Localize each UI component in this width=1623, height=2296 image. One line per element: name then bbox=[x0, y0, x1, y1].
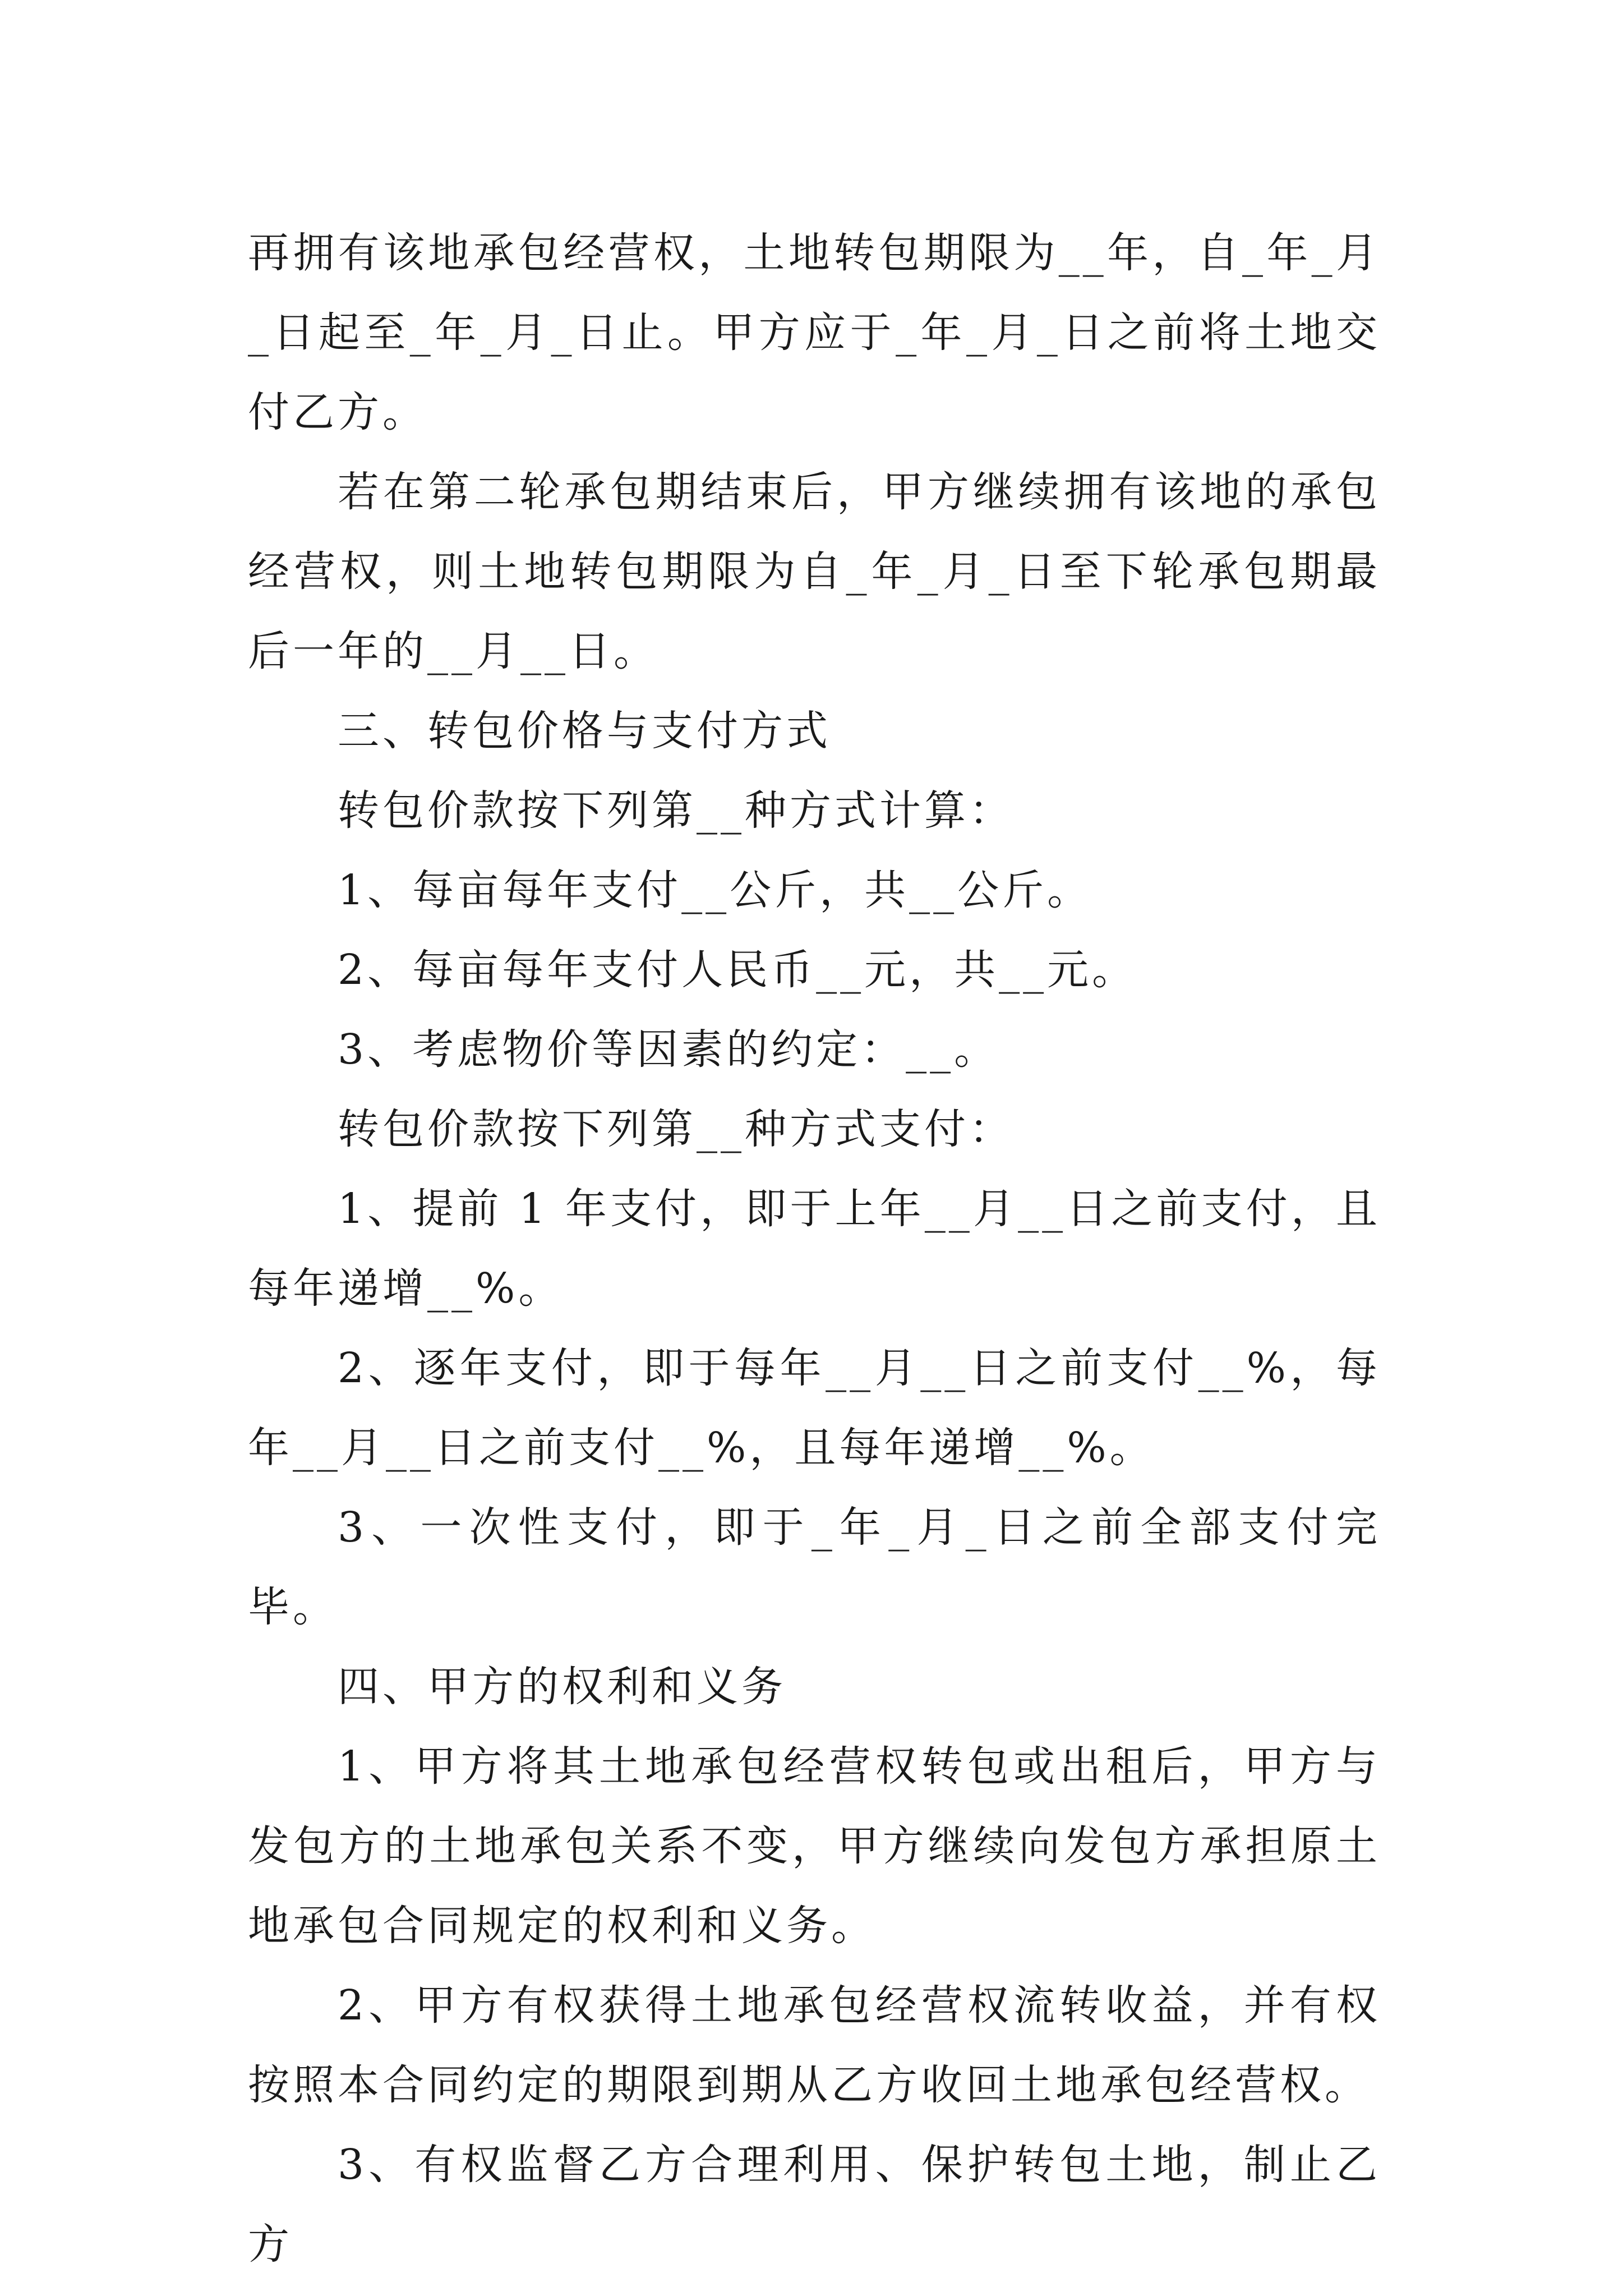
paragraph-pay-method: 转包价款按下列第__种方式支付： bbox=[338, 1105, 1014, 1153]
pay-option-3: 3、一次性支付，即于_年_月_日之前全部支付完毕。 bbox=[248, 1503, 1381, 1631]
calc-option-3: 3、考虑物价等因素的约定：__。 bbox=[338, 1025, 999, 1074]
calc-option-2: 2、每亩每年支付人民币__元，共__元。 bbox=[338, 946, 1137, 994]
pay-option-2: 2、逐年支付，即于每年__月__日之前支付__%，每年__月__日之前支付__%，且每年递增__%。 bbox=[248, 1344, 1381, 1472]
paragraph-calc-method: 转包价款按下列第__种方式计算： bbox=[338, 786, 1014, 835]
paragraph-1: 再拥有该地承包经营权，土地转包期限为__年，自_年_月_日起至_年_月_日止。甲方应于_年_月_日之前将土地交付乙方。 bbox=[248, 229, 1381, 436]
pay-option-1: 1、提前 1 年支付，即于上年__月__日之前支付，且每年递增__%。 bbox=[248, 1185, 1381, 1313]
section-heading-3: 三、转包价格与支付方式 bbox=[338, 707, 831, 755]
document-body bbox=[248, 213, 1381, 2284]
party-a-item-3: 3、有权监督乙方合理利用、保护转包土地，制止乙方 bbox=[248, 2141, 1381, 2269]
calc-option-1: 1、每亩每年支付__公斤，共__公斤。 bbox=[338, 866, 1092, 914]
party-a-item-1: 1、甲方将其土地承包经营权转包或出租后，甲方与发包方的土地承包关系不变，甲方继续向发包方承担原土地承包合同规定的权利和义务。 bbox=[248, 1742, 1381, 1950]
section-heading-4: 四、甲方的权利和义务 bbox=[338, 1663, 786, 1711]
party-a-item-2: 2、甲方有权获得土地承包经营权流转收益，并有权按照本合同约定的期限到期从乙方收回土地承包经营权。 bbox=[248, 1981, 1381, 2109]
paragraph-2: 若在第二轮承包期结束后，甲方继续拥有该地的承包经营权，则土地转包期限为自_年_月_日至下轮承包期最后一年的__月__日。 bbox=[248, 468, 1381, 675]
